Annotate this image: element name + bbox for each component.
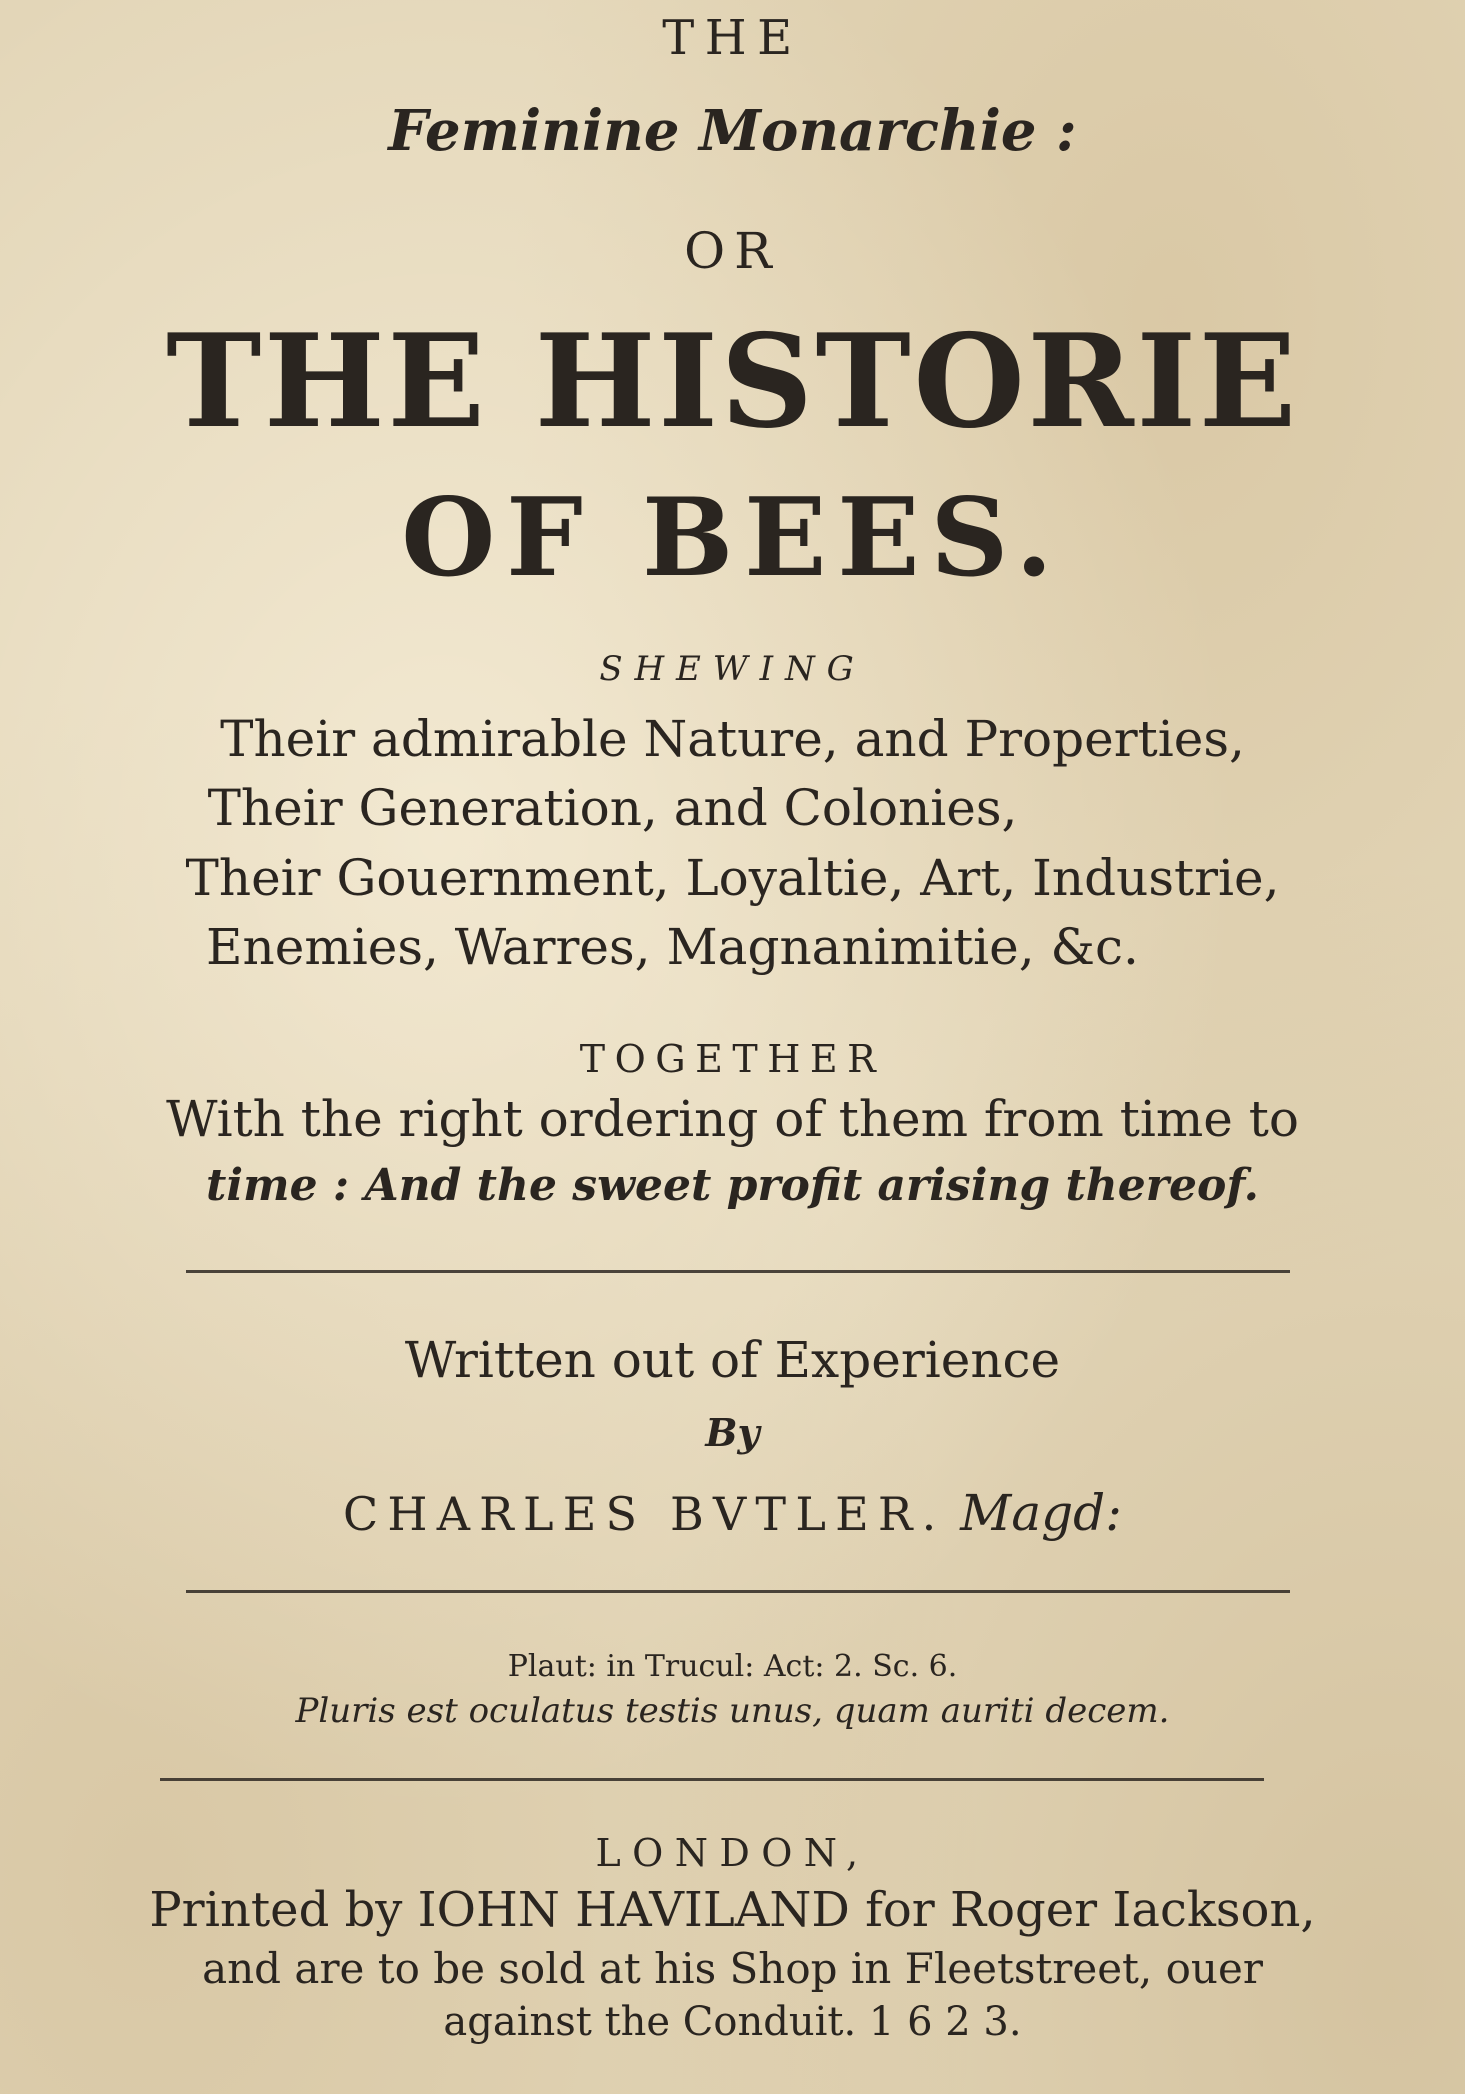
subject-line-1: Their admirable Nature, and Properties, <box>220 710 1245 768</box>
subject-line-3: Their Gouernment, Loyaltie, Art, Industrie, <box>185 849 1280 907</box>
author-line <box>0 1484 1465 1542</box>
author-suffix: Magd: <box>960 1484 1122 1542</box>
divider-rule-2 <box>186 1590 1290 1593</box>
heading-or: OR <box>684 222 781 280</box>
imprint-date: against the Conduit. 1 6 2 3. <box>443 1999 1022 2045</box>
heading-together: TOGETHER <box>579 1037 886 1081</box>
subtitle-feminine-monarchie: Feminine Monarchie : <box>388 98 1077 164</box>
by-line: By <box>705 1410 760 1455</box>
written-line: Written out of Experience <box>404 1331 1061 1389</box>
latin-quote: Pluris est oculatus testis unus, quam auriti decem. <box>295 1691 1170 1731</box>
imprint-printer: Printed by IOHN HAVILAND for Roger Iackson, <box>149 1882 1316 1938</box>
author-name: CHARLES BVTLER. <box>342 1487 946 1541</box>
subject-line-4: Enemies, Warres, Magnanimitie, &c. <box>206 918 1139 976</box>
heading-shewing: SHEWING <box>599 649 866 689</box>
together-line-1: With the right ordering of them from time to <box>166 1090 1299 1148</box>
quote-reference: Plaut: in Trucul: Act: 2. Sc. 6. <box>507 1649 958 1684</box>
imprint-city: LONDON, <box>595 1831 870 1875</box>
subject-line-2: Their Generation, and Colonies, <box>207 779 1018 837</box>
heading-the: THE <box>662 10 803 66</box>
divider-rule-3 <box>160 1778 1264 1781</box>
together-line-2: time : And the sweet profit arising thereof. <box>206 1160 1259 1211</box>
imprint-shop: and are to be sold at his Shop in Fleetstreet, ouer <box>202 1944 1263 1993</box>
main-title-of-bees: OF BEES. <box>401 475 1064 601</box>
main-title-historie: THE HISTORIE <box>166 307 1299 457</box>
divider-rule-1 <box>186 1270 1290 1273</box>
